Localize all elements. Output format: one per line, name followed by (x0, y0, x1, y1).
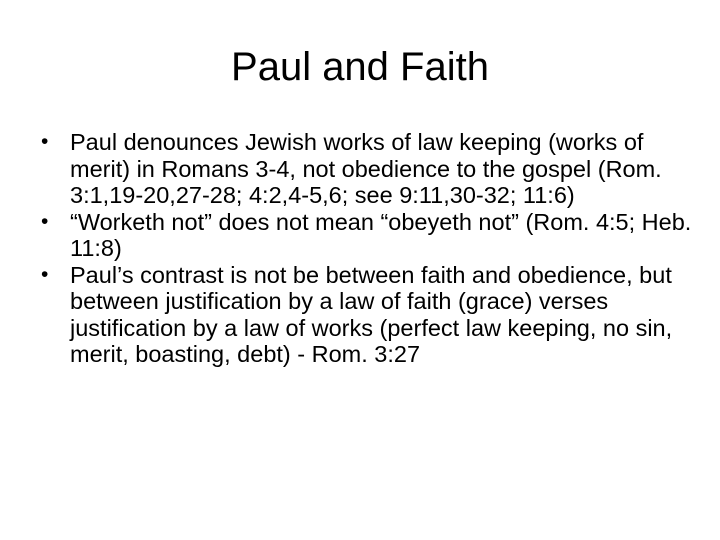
bullet-item (36, 209, 708, 262)
bullet-text: Paul’s contrast is not be between faith and obedience, but between justification by a law of faith (grace) verses justification by a law of works (perfect law keeping, no sin, merit, boasting, debt) - Rom. 3:27 (70, 261, 673, 367)
bullet-icon: • (41, 262, 49, 286)
bullet-icon: • (41, 209, 49, 233)
bullet-item (36, 129, 708, 209)
bullet-text: Paul denounces Jewish works of law keeping (works of merit) in Romans 3-4, not obedience to the gospel (Rom. 3:1,19-20,27-28; 4:2,4-5,6; see 9:11,30-32; 11:6) (70, 129, 662, 208)
slide-title: Paul and Faith (231, 45, 489, 89)
bullet-text: “Worketh not” does not mean “obeyeth not” (Rom. 4:5; Heb. 11:8) (70, 208, 692, 261)
bullet-list (36, 129, 708, 368)
bullet-icon: • (41, 130, 49, 153)
bullet-item (36, 262, 708, 368)
